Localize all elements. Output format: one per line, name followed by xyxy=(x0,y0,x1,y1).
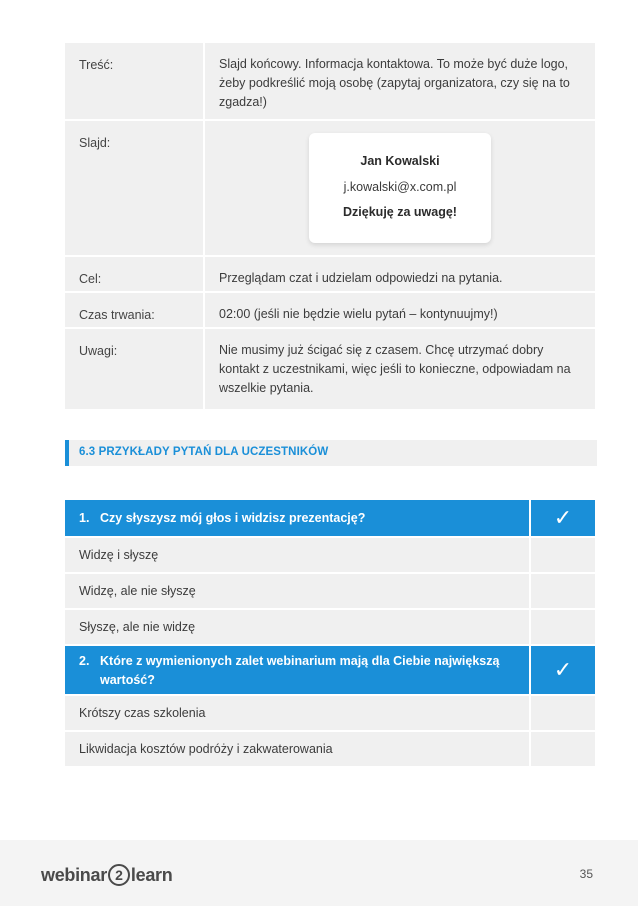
answer-checkbox[interactable] xyxy=(531,610,595,644)
info-key: Cel: xyxy=(65,257,205,291)
answer-text: Widzę i słyszę xyxy=(65,538,531,572)
slide-thanks-text: Dziękuję za uwagę! xyxy=(343,205,457,219)
answer-row xyxy=(65,538,595,574)
info-value: 02:00 (jeśli nie będzie wielu pytań – kontynuujmy!) xyxy=(219,307,498,321)
info-row-czas-trwania xyxy=(65,293,595,329)
question-text xyxy=(65,646,531,694)
question-header xyxy=(65,500,595,538)
slide-preview-card xyxy=(309,133,491,243)
checkmark-icon: ✓ xyxy=(553,657,573,682)
answer-text: Likwidacja kosztów podróży i zakwaterowania xyxy=(65,732,531,766)
question-header xyxy=(65,646,595,696)
webinar2learn-logo xyxy=(41,863,172,887)
info-key: Treść: xyxy=(65,43,205,119)
info-key: Uwagi: xyxy=(65,329,205,409)
info-value: Nie musimy już ścigać się z czasem. Chcę utrzymać dobry kontakt z uczestnikami, więc jeśli to konieczne, odpowiadam na wszelkie pytania. xyxy=(219,343,571,395)
question-label: Które z wymienionych zalet webinarium mają dla Ciebie największą wartość? xyxy=(100,654,500,687)
answer-checkbox[interactable] xyxy=(531,732,595,766)
answer-row xyxy=(65,732,595,768)
question-number: 2. xyxy=(79,654,90,668)
slide-contact-email: j.kowalski@x.com.pl xyxy=(343,180,457,194)
answer-row xyxy=(65,610,595,646)
info-row-tresc xyxy=(65,43,595,121)
question-label: Czy słyszysz mój głos i widzisz prezentację? xyxy=(100,510,366,525)
info-value: Slajd końcowy. Informacja kontaktowa. To może być duże logo, żeby podkreślić moją osobę (zapytaj organizatora, czy się na to zgadza!) xyxy=(219,57,570,109)
page-number: 35 xyxy=(579,867,593,881)
info-key: Czas trwania: xyxy=(65,293,205,327)
answer-checkbox[interactable] xyxy=(531,574,595,608)
logo-circle-two: 2 xyxy=(108,864,130,886)
questions-table xyxy=(65,500,595,768)
answer-checkbox[interactable] xyxy=(531,538,595,572)
question-number: 1. xyxy=(79,510,90,525)
info-key: Slajd: xyxy=(65,121,205,255)
info-table xyxy=(65,43,595,409)
answer-text: Widzę, ale nie słyszę xyxy=(65,574,531,608)
answer-row xyxy=(65,574,595,610)
info-row-cel xyxy=(65,257,595,293)
logo-text-right: learn xyxy=(130,864,173,885)
answer-text: Słyszę, ale nie widzę xyxy=(65,610,531,644)
section-title: 6.3 PRZYKŁADY PYTAŃ DLA UCZESTNIKÓW xyxy=(79,446,329,458)
section-header xyxy=(65,440,597,466)
info-row-uwagi xyxy=(65,329,595,409)
answer-checkbox[interactable] xyxy=(531,696,595,730)
info-value: Przeglądam czat i udzielam odpowiedzi na pytania. xyxy=(219,271,503,285)
answer-text: Krótszy czas szkolenia xyxy=(65,696,531,730)
answer-row xyxy=(65,696,595,732)
slide-contact-name: Jan Kowalski xyxy=(360,154,440,168)
question-text xyxy=(65,500,531,536)
page-footer xyxy=(0,840,638,906)
checkmark-icon: ✓ xyxy=(553,505,573,530)
logo-text-left: webinar xyxy=(41,864,107,885)
info-row-slajd xyxy=(65,121,595,257)
